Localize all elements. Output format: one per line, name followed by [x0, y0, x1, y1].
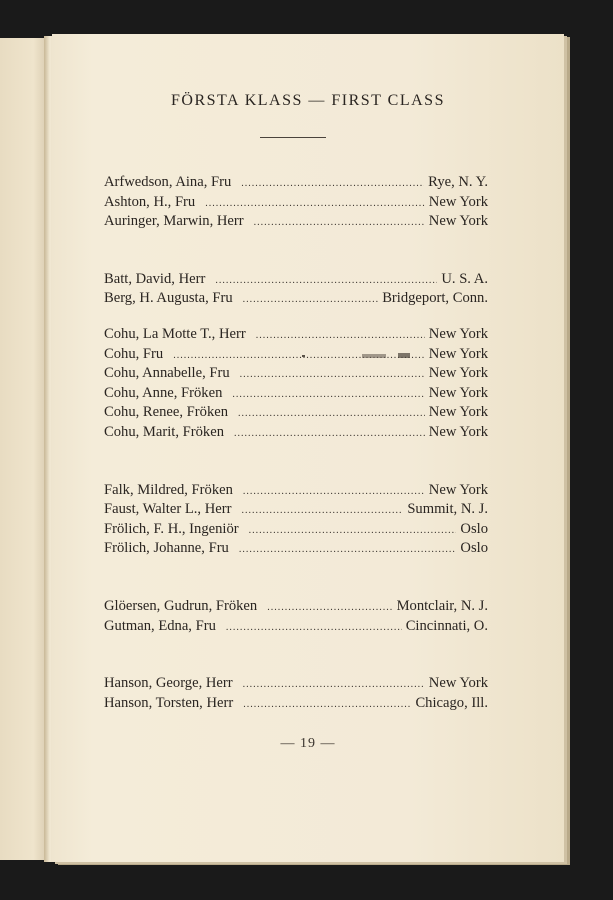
leader-dots [243, 294, 379, 305]
list-item: Faust, Walter L., Herr ..... Summit, N. J. [104, 501, 488, 521]
leader-dots [241, 178, 424, 189]
group-f [104, 482, 488, 560]
list-item: Cohu, Marit, Fröken ..... New York [104, 424, 488, 444]
page-heading: FÖRSTA KLASS — FIRST CLASS [171, 92, 445, 109]
list-item: Cohu, Annabelle, Fru ..... New York [104, 365, 488, 385]
page-number: — 19 — [280, 736, 336, 751]
list-item: Cohu, La Motte T., Herr ..... New York [104, 326, 488, 346]
list-item: Batt, David, Herr ..... U. S. A. [104, 271, 488, 291]
leader-dots [249, 525, 457, 536]
list-item: Gutman, Edna, Fru ..... Cincinnati, O. [104, 618, 488, 638]
list-item: Frölich, Johanne, Fru ..... Oslo [104, 540, 488, 560]
leader-dots [243, 486, 425, 497]
leader-dots [234, 428, 425, 439]
group-c [104, 326, 488, 444]
leader-dots [215, 275, 437, 286]
list-item: Glöersen, Gudrun, Fröken ..... Montclair, N. J. [104, 598, 488, 618]
list-item: Cohu, Renee, Fröken ..... New York [104, 404, 488, 424]
group-h [104, 675, 488, 714]
leader-dots [241, 505, 403, 516]
leader-dots [238, 408, 425, 419]
list-item: Hanson, Torsten, Herr ..... Chicago, Ill. [104, 695, 488, 715]
left-page-edge [0, 38, 48, 860]
group-g [104, 598, 488, 637]
leader-dots [205, 198, 425, 209]
list-item: Hanson, George, Herr ..... New York [104, 675, 488, 695]
heading-rule [260, 137, 326, 138]
group-b [104, 271, 488, 310]
group-a [104, 174, 488, 233]
leader-dots [267, 602, 392, 613]
passenger-list-page [52, 34, 564, 862]
list-item: Auringer, Marwin, Herr ..... New York [104, 213, 488, 233]
list-item: Frölich, F. H., Ingeniör ..... Oslo [104, 521, 488, 541]
list-item: Cohu, Anne, Fröken ..... New York [104, 385, 488, 405]
list-item: Berg, H. Augusta, Fru ..... Bridgeport, Conn. [104, 290, 488, 310]
leader-dots [239, 544, 457, 555]
leader-dots [232, 389, 424, 400]
leader-dots [240, 369, 425, 380]
leader-dots [226, 622, 402, 633]
leader-dots [243, 699, 411, 710]
leader-dots [254, 217, 425, 228]
leader-dots [256, 330, 425, 341]
ink-smudge [302, 352, 412, 360]
list-item: Falk, Mildred, Fröken ..... New York [104, 482, 488, 502]
list-item: Ashton, H., Fru ..... New York [104, 194, 488, 214]
list-item: Arfwedson, Aina, Fru ..... Rye, N. Y. [104, 174, 488, 194]
list-item: Cohu, Fru ..... New York [104, 346, 488, 366]
leader-dots [243, 679, 425, 690]
passenger-list [104, 174, 488, 714]
